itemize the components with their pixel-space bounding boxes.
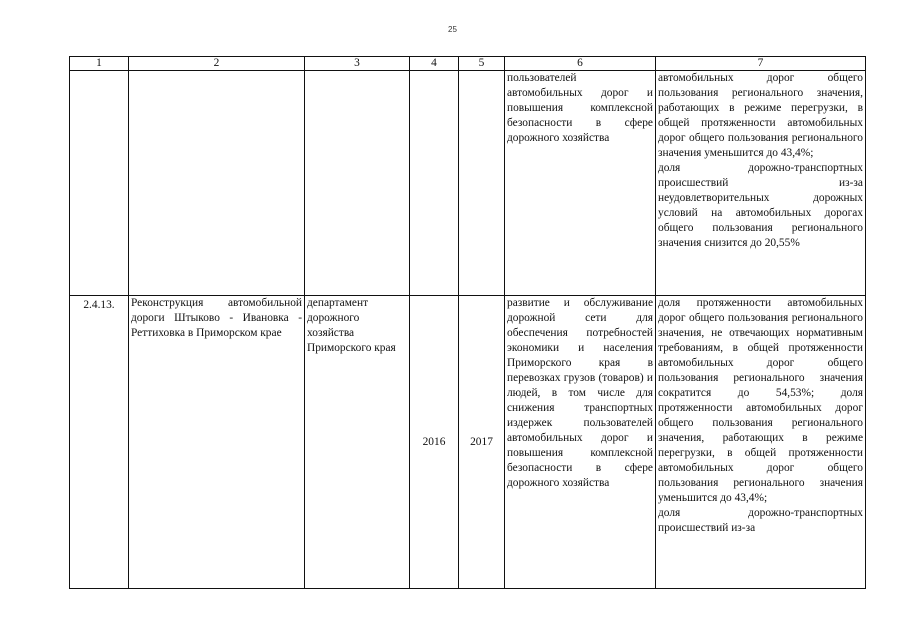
results-paragraph-2: доля дорожно-транспортных происшествий из-за [658, 507, 863, 534]
cell-start-year [410, 71, 459, 296]
cell-executor [305, 71, 410, 296]
table-row-2-4-13 [70, 296, 866, 589]
cell-results [656, 71, 866, 296]
cell-name [129, 71, 305, 296]
cell-end-year: 2017 [459, 296, 505, 589]
cell-objectives: развитие и обслуживание дорожной сети для обеспечения потребностей экономики и населения Приморского края в перевозках грузов (товаров) и людей, в том числе для снижения транспортных издержек пользователей автомобильных дорог и повышения комплексной безопасности в сфере дорожного хозяйства [505, 296, 656, 589]
results-paragraph-2: доля дорожно-транспортных происшествий из-за неудовлетворительных дорожных условий на автомобильных дорогах общего пользования регионального значения снизится до 20,55% [658, 162, 863, 249]
col-header-3: 3 [305, 57, 410, 71]
header-row [70, 57, 866, 71]
program-table [69, 56, 866, 589]
cell-name: Реконструкция автомобильной дороги Штыково - Ивановка - Реттиховка в Приморском крае [129, 296, 305, 589]
cell-results [656, 296, 866, 589]
cell-code: 2.4.13. [70, 296, 129, 589]
cell-start-year: 2016 [410, 296, 459, 589]
results-paragraph-1: доля протяженности автомобильных дорог общего пользования регионального значения, не отвечающих нормативным требованиям, в общей протяженности автомобильных дорог общего пользования регионального значения сократится до 54,53%; доля протяженности автомобильных дорог общего пользования регионального значения, работающих в режиме перегрузки, в общей протяженности автомобильных дорог общего пользования регионального значения уменьшится до 43,4%; [658, 297, 863, 504]
col-header-6: 6 [505, 57, 656, 71]
col-header-5: 5 [459, 57, 505, 71]
cell-executor: департамент дорожного хозяйства Приморского края [305, 296, 410, 589]
table-row-continuation [70, 71, 866, 296]
col-header-2: 2 [129, 57, 305, 71]
cell-objectives: пользователей автомобильных дорог и повышения комплексной безопасности в сфере дорожного хозяйства [505, 71, 656, 296]
cell-code [70, 71, 129, 296]
results-paragraph-1: автомобильных дорог общего пользования регионального значения, работающих в режиме перегрузки, в общей протяженности автомобильных дорог общего пользования регионального значения уменьшится до 43,4%; [658, 72, 863, 159]
cell-end-year [459, 71, 505, 296]
col-header-4: 4 [410, 57, 459, 71]
col-header-7: 7 [656, 57, 866, 71]
col-header-1: 1 [70, 57, 129, 71]
page-number: 25 [448, 25, 457, 34]
